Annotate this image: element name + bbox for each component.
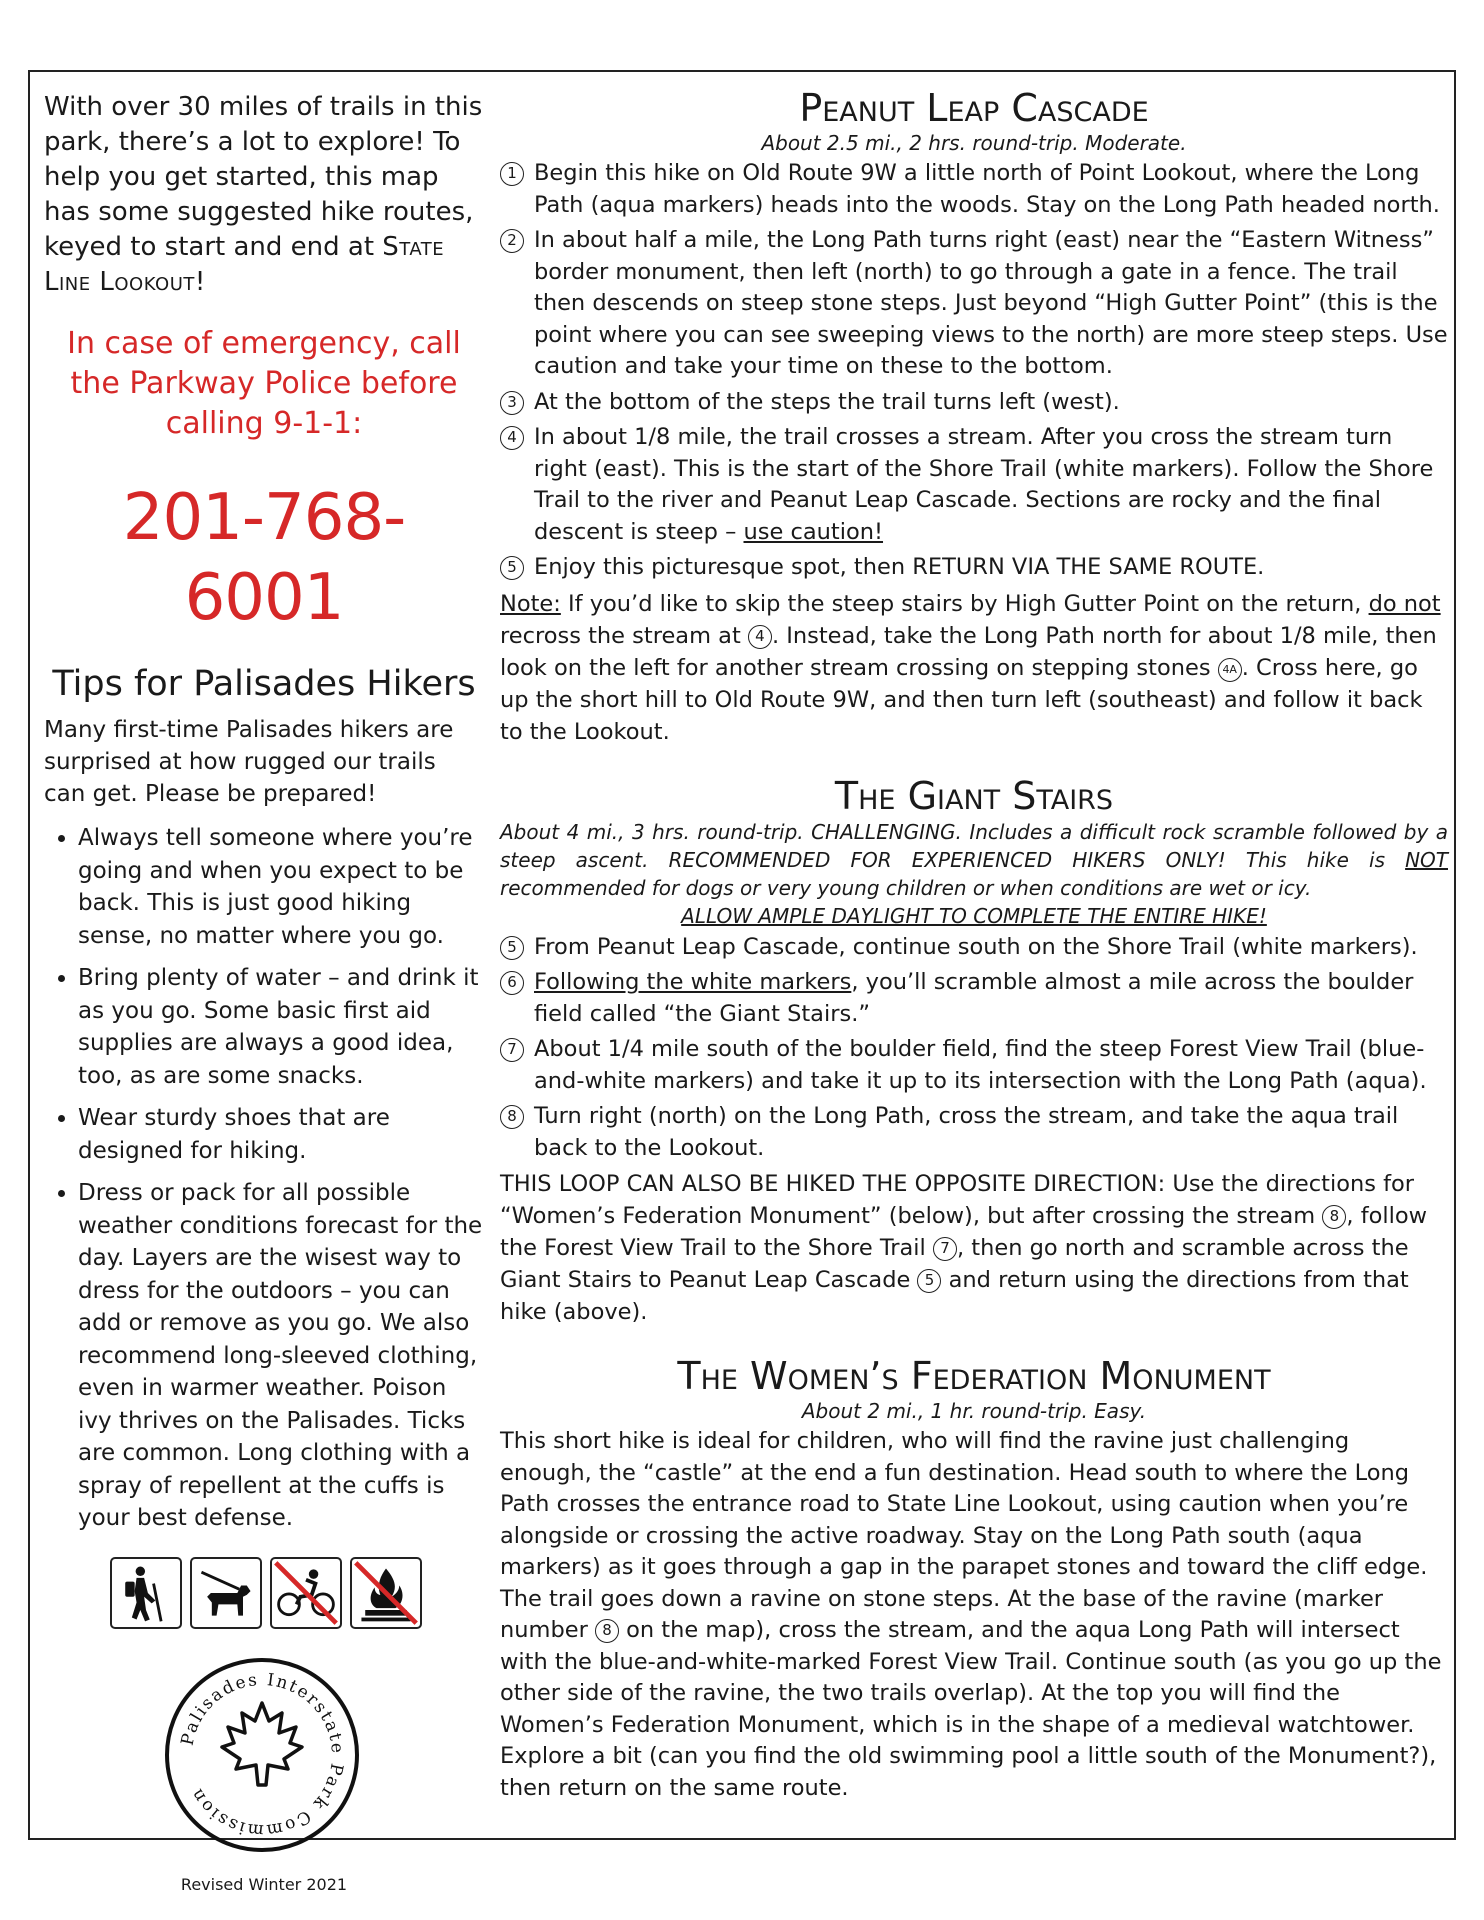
left-column — [44, 90, 484, 1894]
step-item: 7 About 1/4 mile south of the boulder field, find the steep Forest View Trail (blue-and-white markers) and take it up to its intersection with the Long Path (aqua). — [500, 1034, 1448, 1097]
step-number: 6 — [500, 971, 524, 995]
step-number: 2 — [500, 229, 524, 253]
step-item: 5 Enjoy this picturesque spot, then RETURN VIA THE SAME ROUTE. — [500, 552, 1448, 584]
emergency-notice: In case of emergency, call the Parkway Police before calling 9-1-1: — [67, 326, 461, 441]
step-number: 1 — [500, 162, 524, 186]
step-item: 3 At the bottom of the steps the trail turns left (west). — [500, 387, 1448, 419]
giant-stairs-title: The Giant Stairs — [834, 773, 1114, 818]
marker-number: 7 — [933, 1237, 957, 1261]
womens-monument-title: The Women’s Federation Monument — [677, 1354, 1271, 1398]
svg-text:Palisades Interstate Park Comm: Palisades Interstate Park Commission — [177, 1669, 348, 1840]
tip-item: • Wear sturdy shoes that are designed for hiking. — [78, 1102, 484, 1167]
step-number: 5 — [500, 936, 524, 960]
police-phone-number: 201-768-6001 — [122, 481, 406, 635]
marker-number: 4A — [1218, 658, 1242, 682]
tip-item: • Dress or pack for all possible weather conditions forecast for the day. Layers are the wisest way to dress for the outdoors – you can add or remove as you go. We also recommend long-sleeved clothing, even in warmer weather. Poison ivy thrives on the Palisades. Ticks are common. Long clothing with a spray of repellent at the cuffs is your best defense. — [78, 1177, 484, 1535]
tip-item: • Bring plenty of water – and drink it as you go. Some basic first aid supplies are always a good idea, too, as are some snacks. — [78, 962, 484, 1092]
tips-list — [44, 822, 484, 1535]
womens-monument-text: This short hike is ideal for children, who will find the ravine just challenging enough, the “castle” at the end a fun destination. Head south to where the Long Path crosses the entrance road to State Line Lookout, using caution when you’re alongside or crossing the active roadway. Stay on the Long Path south (aqua markers) as it goes through a gap in the parapet stones and toward the cliff edge. The trail goes down a ravine on stone steps. At the base of the ravine (marker number 8 on the map), cross the stream, and the aqua Long Path will intersect with the blue-and-white-marked Forest View Trail. Continue south (as you go up the other side of the ravine, the two trails overlap). At the top you will find the Women’s Federation Monument, which is in the shape of a medieval watchtower. Explore a bit (can you find the old swimming pool a little south of the Monument?), then return on the same route. — [500, 1428, 1442, 1801]
giant-stairs-warning: About 4 mi., 3 hrs. round-trip. CHALLENGING. Includes a difficult rock scramble followed by a steep ascent. RECOMMENDED FOR EXPERIENCED HIKERS ONLY! This hike is NOT recommended for dogs or very young children or when conditions are wet or icy. ALLOW AMPLE DAYLIGHT TO COMPLETE THE ENTIRE HIKE! — [500, 819, 1448, 928]
tips-title: Tips for Palisades Hikers — [52, 664, 476, 704]
tips-intro: Many first-time Palisades hikers are surprised at how rugged our trails can get. Please be prepared! — [44, 717, 454, 807]
step-item: 1 Begin this hike on Old Route 9W a little north of Point Lookout, where the Long Path (aqua markers) heads into the woods. Stay on the Long Path headed north. — [500, 158, 1448, 221]
marker-number: 5 — [917, 1269, 941, 1293]
marker-number: 8 — [595, 1619, 619, 1643]
step-item: 4 In about 1/8 mile, the trail crosses a stream. After you cross the stream turn right (east). This is the start of the Shore Trail (white markers). Follow the Shore Trail to the river and Peanut Leap Cascade. Sections are rocky and the final descent is steep – use caution! — [500, 422, 1448, 548]
womens-monument-subtitle: About 2 mi., 1 hr. round-trip. Easy. — [801, 1399, 1147, 1423]
step-item: 6 Following the white markers, you’ll scramble almost a mile across the boulder field called “the Giant Stairs.” — [500, 967, 1448, 1030]
peanut-leap-title: Peanut Leap Cascade — [799, 86, 1149, 130]
tip-item: • Always tell someone where you’re going and when you expect to be back. This is just good hiking sense, no matter where you go. — [78, 822, 484, 952]
marker-number: 8 — [1322, 1205, 1346, 1229]
step-number: 4 — [500, 426, 524, 450]
step-number: 8 — [500, 1105, 524, 1129]
hiking-icon — [110, 1557, 182, 1629]
step-item: 2 In about half a mile, the Long Path turns right (east) near the “Eastern Witness” border monument, then left (north) to go through a gate in a fence. The trail then descends on steep stone steps. Just beyond “High Gutter Point” (this is the point where you can see sweeping views to the north) are more steep steps. Use caution and take your time on these to the bottom. — [500, 225, 1448, 383]
giant-stairs-steps — [500, 932, 1448, 1165]
step-number: 7 — [500, 1038, 524, 1062]
marker-number: 4 — [748, 625, 772, 649]
park-commission-seal — [162, 1655, 362, 1855]
dogs-on-leash-icon — [190, 1557, 262, 1629]
step-item: 5 From Peanut Leap Cascade, continue south on the Shore Trail (white markers). — [500, 932, 1448, 964]
state-line-lookout: State Line Lookout — [44, 232, 445, 297]
peanut-leap-subtitle: About 2.5 mi., 2 hrs. round-trip. Moderate. — [761, 131, 1187, 155]
step-number: 5 — [500, 556, 524, 580]
intro-text: With over 30 miles of trails in this park, there’s a lot to explore! To help you get started, this map has some suggested hike routes, keyed to start and end at State Line Lookout! — [44, 92, 483, 297]
step-number: 3 — [500, 391, 524, 415]
giant-stairs-loop-note: THIS LOOP CAN ALSO BE HIKED THE OPPOSITE DIRECTION: Use the directions for “Women’s Federation Monument” (below), but after crossing the stream 8 , follow the Forest View Trail to the Shore Trail 7 , then go north and scramble across the Giant Stairs to Peanut Leap Cascade 5 and return using the directions from that hike (above). — [500, 1171, 1428, 1325]
no-bicycles-icon — [270, 1557, 342, 1629]
no-fires-icon — [350, 1557, 422, 1629]
activity-icons — [110, 1557, 484, 1629]
peanut-leap-steps — [500, 158, 1448, 584]
peanut-leap-note: Note: If you’d like to skip the steep stairs by High Gutter Point on the return, do not recross the stream at 4 . Instead, take the Long Path north for about 1/8 mile, then look on the left for another stream crossing on stepping stones 4A . Cross here, go up the short hill to Old Route 9W, and then turn left (southeast) and follow it back to the Lookout. — [500, 590, 1441, 745]
right-column — [500, 86, 1448, 1804]
revision-date: Revised Winter 2021 — [180, 1874, 348, 1894]
step-item: 8 Turn right (north) on the Long Path, cross the stream, and take the aqua trail back to the Lookout. — [500, 1101, 1448, 1164]
